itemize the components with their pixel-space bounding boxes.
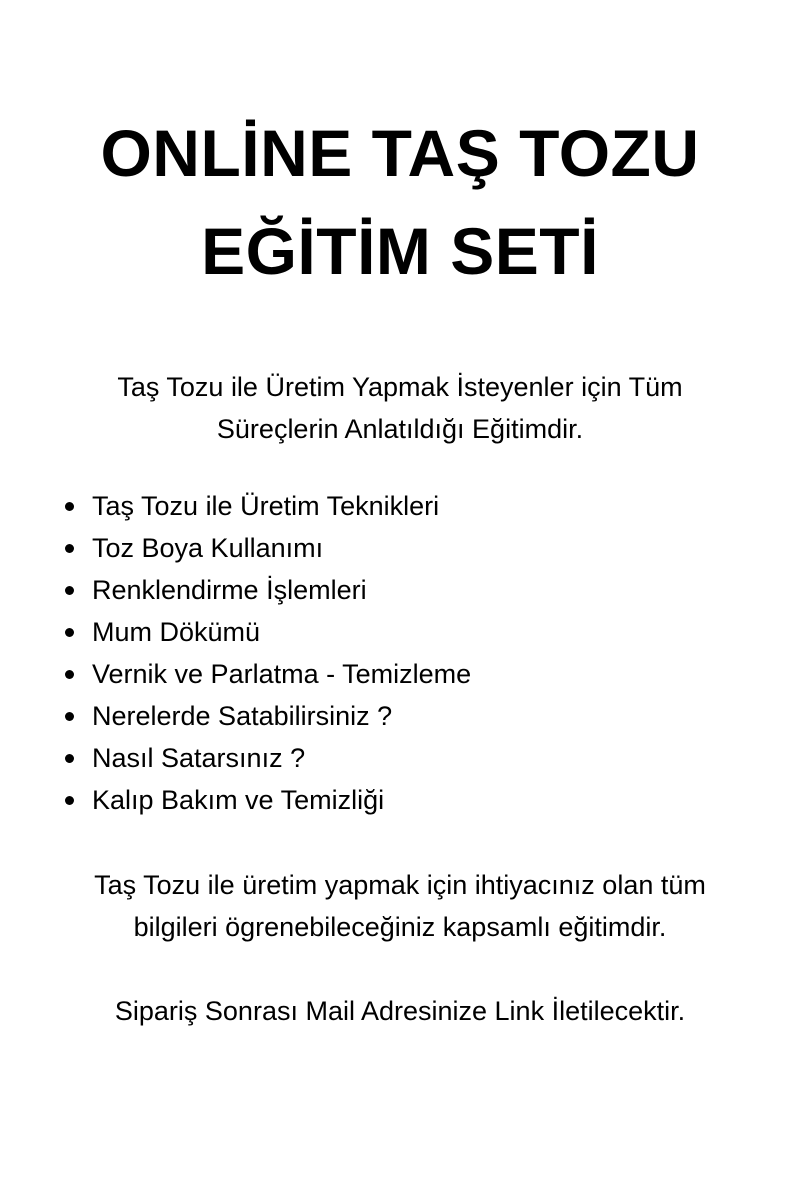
- list-item-label: Renklendirme İşlemleri: [92, 575, 367, 605]
- intro-line-2: Süreçlerin Anlatıldığı Eğitimdir.: [216, 414, 584, 444]
- list-item: [60, 527, 740, 569]
- title-line-2: EĞİTİM SETİ: [201, 214, 599, 288]
- bullet-icon: [65, 586, 74, 595]
- summary-paragraph: [30, 864, 770, 948]
- list-item-label: Vernik ve Parlatma - Temizleme: [92, 659, 472, 689]
- delivery-notice: Sipariş Sonrası Mail Adresinize Link İletilecektir.: [114, 996, 686, 1026]
- bullet-icon: [65, 502, 74, 511]
- bullet-icon: [65, 670, 74, 679]
- list-item: [60, 779, 740, 821]
- list-item-label: Nerelerde Satabilirsiniz ?: [92, 701, 393, 731]
- list-item: [60, 653, 740, 695]
- bullet-icon: [65, 796, 74, 805]
- list-item: [60, 569, 740, 611]
- bullet-icon: [65, 628, 74, 637]
- bullet-icon: [65, 712, 74, 721]
- list-item: [60, 695, 740, 737]
- topics-list: [60, 485, 740, 821]
- list-item: [60, 611, 740, 653]
- title-line-1: ONLİNE TAŞ TOZU: [100, 116, 700, 190]
- page-title: [0, 104, 800, 300]
- intro-paragraph: [40, 366, 760, 450]
- intro-line-1: Taş Tozu ile Üretim Yapmak İsteyenler için Tüm: [117, 372, 683, 402]
- list-item: [60, 737, 740, 779]
- list-item-label: Mum Dökümü: [92, 617, 261, 647]
- bullet-icon: [65, 544, 74, 553]
- list-item-label: Kalıp Bakım ve Temizliği: [92, 785, 385, 815]
- summary-line-1: Taş Tozu ile üretim yapmak için ihtiyacınız olan tüm: [94, 870, 706, 900]
- list-item-label: Taş Tozu ile Üretim Teknikleri: [92, 491, 440, 521]
- summary-line-2: bilgileri ögrenebileceğiniz kapsamlı eğitimdir.: [133, 912, 667, 942]
- list-item: [60, 485, 740, 527]
- list-item-label: Toz Boya Kullanımı: [92, 533, 324, 563]
- list-item-label: Nasıl Satarsınız ?: [92, 743, 306, 773]
- bullet-icon: [65, 754, 74, 763]
